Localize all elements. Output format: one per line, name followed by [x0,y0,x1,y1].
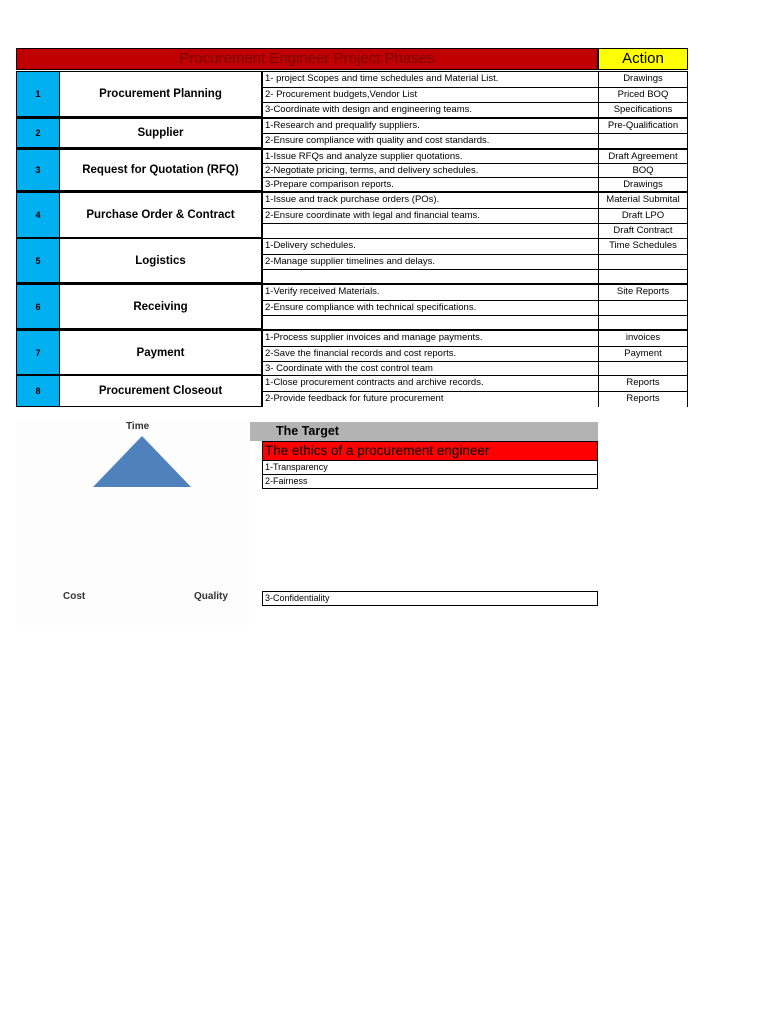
time-cost-quality-diagram [16,420,250,625]
action-cell: Reports [598,391,688,407]
action-cell: Priced BOQ [598,87,688,102]
phase-name: Receiving [60,284,262,329]
phase-step: 1-Close procurement contracts and archive records. [262,375,599,391]
action-cell [598,269,688,283]
phase-step [262,315,599,329]
phase-step: 1-Issue and track purchase orders (POs). [262,192,599,208]
diagram-cost-label: Cost [63,591,86,602]
action-cell [598,300,688,315]
action-cell: Drawings [598,71,688,87]
phase-number: 1 [16,71,60,117]
triangle-icon [93,436,191,487]
phase-name: Purchase Order & Contract [60,192,262,238]
phase-number: 6 [16,284,60,329]
phase-step [262,269,599,283]
action-cell: Reports [598,375,688,391]
phase-step: 2- Procurement budgets,Vendor List [262,87,599,102]
phase-step: 3-Prepare comparison reports. [262,177,599,191]
phase-number: 4 [16,192,60,238]
phase-name: Supplier [60,118,262,148]
phase-step: 3- Coordinate with the cost control team [262,361,599,375]
phase-step: 2-Save the financial records and cost reports. [262,346,599,361]
ethics-item: 2-Fairness [262,475,598,489]
phase-name: Procurement Planning [60,71,262,117]
phase-step: 1-Issue RFQs and analyze supplier quotations. [262,149,599,163]
phase-number: 8 [16,375,60,407]
action-cell [598,315,688,329]
action-cell: invoices [598,330,688,346]
action-column-header: Action [598,48,688,70]
ethics-item: 1-Transparency [262,461,598,475]
phase-step: 1-Verify received Materials. [262,284,599,300]
phase-step: 1-Process supplier invoices and manage payments. [262,330,599,346]
action-cell: Payment [598,346,688,361]
action-cell [598,133,688,148]
phase-step: 1-Research and prequalify suppliers. [262,118,599,133]
phase-name: Request for Quotation (RFQ) [60,149,262,191]
action-cell: Time Schedules [598,238,688,254]
diagram-time-label: Time [126,421,150,432]
ethics-item: 3-Confidentiality [262,591,598,606]
phase-step [262,223,599,238]
phase-number: 7 [16,330,60,375]
phase-number: 3 [16,149,60,191]
phase-number: 5 [16,238,60,283]
diagram-quality-label: Quality [194,591,228,602]
action-cell: Draft LPO [598,208,688,223]
phase-step: 1-Delivery schedules. [262,238,599,254]
phase-name: Procurement Closeout [60,375,262,407]
action-cell: Draft Agreement [598,149,688,163]
phase-step: 2-Ensure compliance with quality and cost standards. [262,133,599,148]
phase-step: 2-Ensure coordinate with legal and financial teams. [262,208,599,223]
phase-step: 2-Negotiate pricing, terms, and delivery schedules. [262,163,599,177]
phase-name: Payment [60,330,262,375]
action-cell [598,254,688,269]
action-cell: Material Submital [598,192,688,208]
phase-name: Logistics [60,238,262,283]
triangle-shape [92,436,192,488]
ethics-heading: The ethics of a procurement engineer [262,441,598,461]
action-cell [598,361,688,375]
phase-step: 2-Provide feedback for future procurement [262,391,599,407]
target-heading: The Target [250,422,598,441]
phase-step: 1- project Scopes and time schedules and Material List. [262,71,599,87]
phase-step: 3-Coordinate with design and engineering teams. [262,102,599,117]
action-cell: Site Reports [598,284,688,300]
action-cell: Draft Contract [598,223,688,238]
action-cell: Drawings [598,177,688,191]
phase-number: 2 [16,118,60,148]
sheet-title: Procurement Engineer Project Phases [16,48,598,70]
phase-step: 2-Ensure compliance with technical specifications. [262,300,599,315]
action-cell: BOQ [598,163,688,177]
phase-step: 2-Manage supplier timelines and delays. [262,254,599,269]
action-cell: Specifications [598,102,688,117]
action-cell: Pre-Qualification [598,118,688,133]
